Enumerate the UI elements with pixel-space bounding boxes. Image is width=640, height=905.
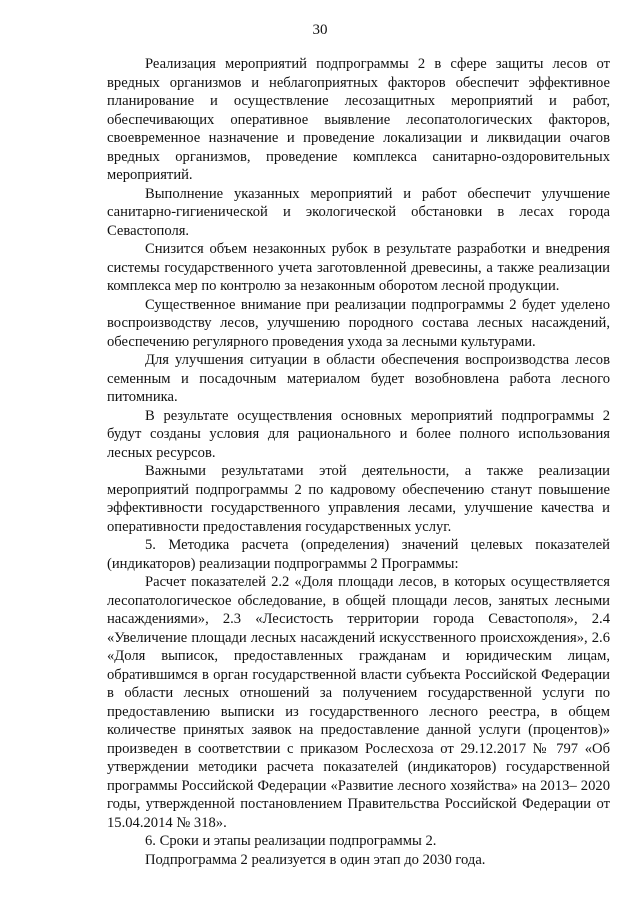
paragraph-single-stage: Подпрограмма 2 реализуется в один этап до 2030 года. <box>145 851 486 868</box>
paragraph-resource-use: В результате осуществления основных мероприятий подпрограммы 2 будут созданы условия для рационального и более полного использования лесных ресурсов. <box>107 407 610 461</box>
body-text <box>107 55 610 869</box>
paragraph-sanitary-improvement: Выполнение указанных мероприятий и работ обеспечит улучшение санитарно-гигиенической и экологической обстановки в лесах города Севастополя. <box>107 185 610 239</box>
section-heading-methodology: 5. Методика расчета (определения) значений целевых показателей (индикаторов) реализации подпрограммы 2 Программы: <box>107 537 610 572</box>
paragraph-results: Важными результатами этой деятельности, а также реализации мероприятий подпрограммы 2 по кадровому обеспечению станут повышение эффективности государственного управления лесами, улучшение качества и оперативности предоставления государственных услуг. <box>107 463 610 535</box>
paragraph-illegal-logging: Снизится объем незаконных рубок в результате разработки и внедрения системы государственного учета заготовленной древесины, а также реализации комплекса мер по контролю за незаконным оборотом лесной продукции. <box>107 241 610 294</box>
section-heading-timeline: 6. Сроки и этапы реализации подпрограммы 2. <box>145 833 437 849</box>
paragraph-reproduction: Существенное внимание при реализации подпрограммы 2 будет уделено воспроизводству лесов, улучшению породного состава лесных насаждений, обеспечению регулярного проведения ухода за лесными культурами. <box>107 296 610 350</box>
paragraph-forest-protection: Реализация мероприятий подпрограммы 2 в сфере защиты лесов от вредных организмов и неблагоприятных факторов обеспечит эффективное планирование и осуществление лесозащитных мероприятий и работ, обеспечивающих оперативное выявление лесопатологических факторов, своевременное назначение и проведение локализации и ликвидации очагов вредных организмов, проведение комплекса санитарно-оздоровительных мероприятий. <box>107 56 610 183</box>
paragraph-nursery: Для улучшения ситуации в области обеспечения воспроизводства лесов семенным и посадочным материалом будет возобновлена работа лесного питомника. <box>107 352 610 405</box>
paragraph-indicator-calculation: Расчет показателей 2.2 «Доля площади лесов, в которых осуществляется лесопатологическое обследование, в общей площади лесов, занятых лесными насаждениями», 2.3 «Лесистость территории города Севастополя», 2.4 «Увеличение площади лесных насаждений искусственного происхождения», 2.6 «Доля выписок, предоставленных гражданам и юридическим лицам, обратившимся в орган государственной власти субъекта Российской Федерации в области лесных отношений за получением государственной услуги по предоставлению выписки из государственного лесного реестра, в общем количестве принятых заявок на предоставление данной услуги (процентов)» произведен в соответствии с приказом Рослесхоза от 29.12.2017 № 797 «Об утверждении методики расчета показателей (индикаторов) государственной программы Российской Федерации «Развитие лесного хозяйства» на 2013– 2020 годы, утвержденной постановлением Правительства Российской Федерации от 15.04.2014 № 318». <box>107 574 610 831</box>
page-number: 30 <box>312 22 328 38</box>
